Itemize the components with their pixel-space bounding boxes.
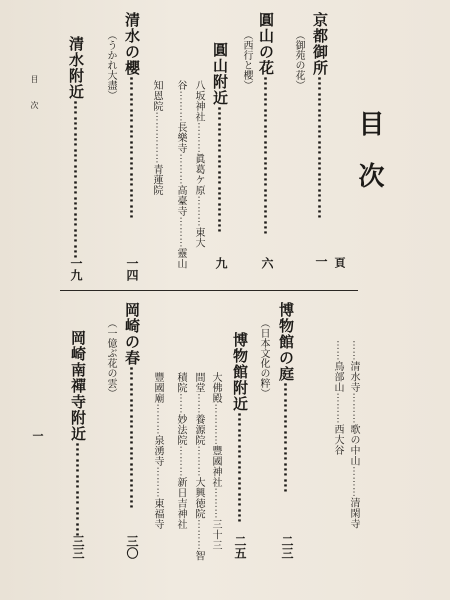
page-header-label: 頁 xyxy=(333,257,346,268)
entry-title: 清水附近 xyxy=(67,36,85,100)
leader-dots: ⋯⋯⋯⋯⋯⋯⋯⋯ xyxy=(211,106,229,234)
page-title: 目次 xyxy=(354,110,384,214)
leader-dots: ⋯⋯⋯⋯⋯⋯⋯⋯⋯ xyxy=(123,76,141,220)
toc-entry-okazaki-nanzenji xyxy=(69,330,87,538)
leader-dots: ⋯⋯⋯⋯⋯⋯⋯ xyxy=(231,412,249,524)
entry-title: 岡崎の春 xyxy=(123,302,141,366)
footer-label: 目次 xyxy=(30,75,39,127)
location-list: 知恩院⋯⋯⋯⋯⋯青蓮院 xyxy=(151,80,162,196)
entry-title: 圓山附近 xyxy=(211,42,229,106)
entry-subtitle: （御苑の花） xyxy=(293,30,304,90)
entry-title: 清水の櫻 xyxy=(123,12,141,76)
toc-entry-maruyama-hana xyxy=(258,12,273,252)
entry-title: 京都御所 xyxy=(311,12,329,76)
entry-subtitle: （日本文化の粹） xyxy=(258,318,269,398)
page-number: 六 xyxy=(260,257,274,269)
location-list: 積院⋯⋯妙法院⋯⋯⋯新日吉神社 xyxy=(175,372,186,530)
page-number: 二五 xyxy=(233,535,247,559)
entry-title: 圓山の花 xyxy=(257,12,275,76)
toc-entry-hakubutsukan-niwa xyxy=(278,302,293,522)
entry-title: 博物館附近 xyxy=(231,332,249,412)
leader-dots: ⋯⋯⋯⋯⋯⋯⋯⋯⋯⋯ xyxy=(257,76,275,236)
toc-entry-okazaki-haru xyxy=(124,302,139,522)
leader-dots: ⋯⋯⋯⋯⋯⋯ xyxy=(69,442,87,538)
toc-entry-maruyama-fukin xyxy=(212,42,227,252)
toc-entry-kyoto-gosho xyxy=(312,12,327,272)
leader-dots: ⋯⋯⋯⋯⋯⋯⋯⋯⋯⋯ xyxy=(67,100,85,260)
page-number: 三〇 xyxy=(125,535,139,559)
leader-dots: ⋯⋯⋯⋯⋯⋯⋯⋯⋯ xyxy=(123,366,141,510)
location-list: ⋯⋯鳥部山⋯⋯⋯西大谷 xyxy=(332,340,343,456)
entry-subtitle: （一億ぶ花の雲） xyxy=(105,318,116,398)
entry-subtitle: （西行と櫻） xyxy=(241,30,252,90)
entry-title: 博物館の庭 xyxy=(277,302,295,382)
toc-entry-kiyomizu-fukin xyxy=(67,36,85,260)
footer-mark: 一 xyxy=(31,430,44,441)
page-number: 三三 xyxy=(71,535,85,559)
location-list: 大佛殿⋯⋯⋯⋯豐國神社⋯⋯⋯三十三 xyxy=(210,372,221,551)
page-number: 二三 xyxy=(280,535,294,559)
page-number: 一九 xyxy=(69,257,83,281)
entry-subtitle: （うかれ大盡） xyxy=(105,30,116,100)
location-list: 八坂神社⋯⋯⋯眞葛ケ原⋯⋯⋯東大 xyxy=(193,80,204,248)
page-number: 一 xyxy=(314,255,328,267)
leader-dots: ⋯⋯⋯⋯⋯⋯⋯⋯⋯ xyxy=(311,76,329,220)
page-number: 九 xyxy=(214,257,228,269)
location-list: 谷⋯⋯⋯長樂寺⋯⋯⋯高臺寺⋯⋯⋯靈山 xyxy=(175,80,186,269)
toc-entry-hakubutsukan-fukin xyxy=(232,332,247,532)
page-number: 一四 xyxy=(125,257,139,281)
leader-dots: ⋯⋯⋯⋯⋯⋯⋯ xyxy=(277,382,295,494)
location-list: 豐國廟⋯⋯⋯泉湧寺⋯⋯⋯東福寺 xyxy=(152,372,163,530)
section-divider xyxy=(60,290,358,291)
entry-title: 岡崎南禪寺附近 xyxy=(69,330,87,442)
location-list: ⋯⋯清水寺⋯⋯⋯歌の中山⋯⋯⋯清閑寺 xyxy=(348,340,359,529)
toc-entry-kiyomizu-sakura xyxy=(124,12,139,252)
location-list: 間堂⋯⋯養源院⋯⋯⋯大興徳院⋯⋯⋯智 xyxy=(193,372,204,561)
